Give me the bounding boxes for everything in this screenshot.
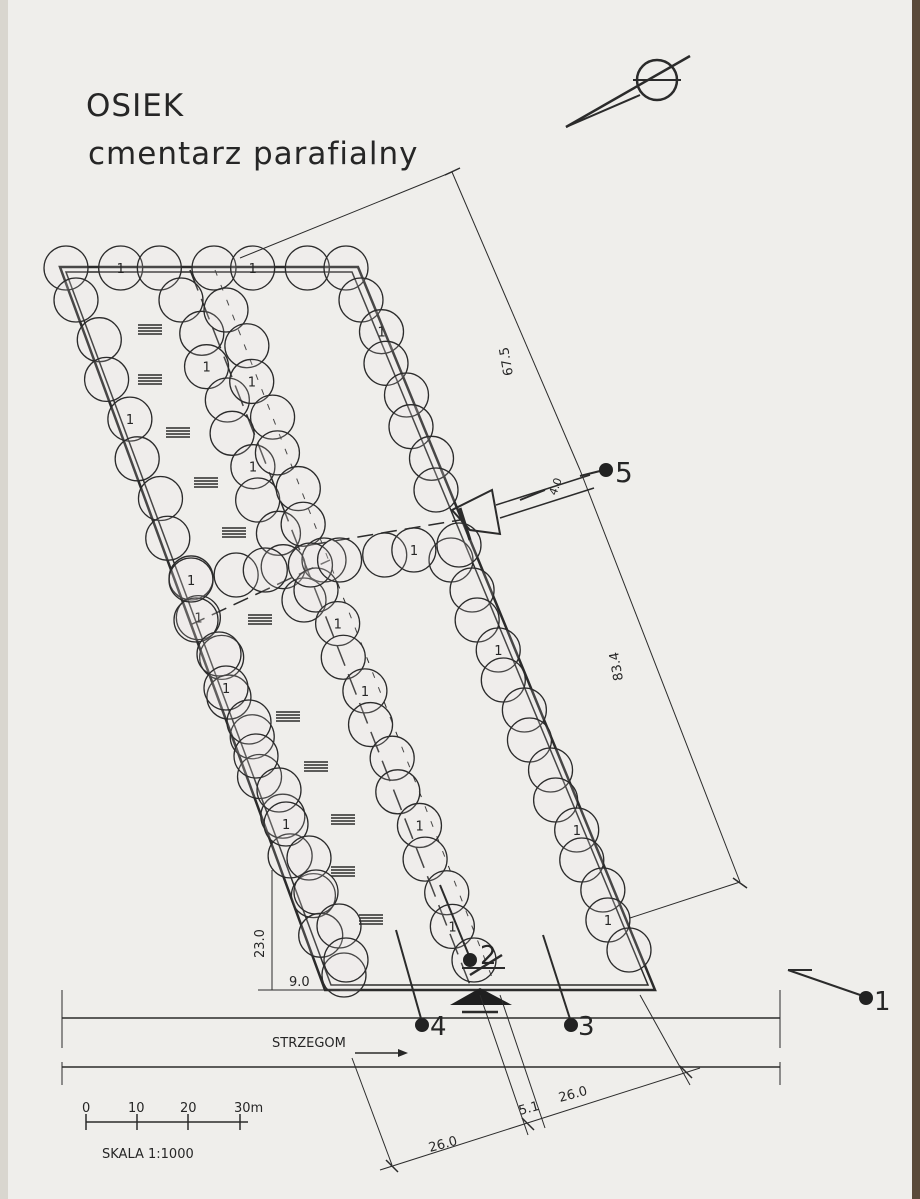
tree-symbol bbox=[285, 246, 329, 290]
scale-tick-20: 20 bbox=[180, 1101, 197, 1116]
viewpoint-4-label: 4 bbox=[430, 1012, 447, 1042]
scale-tick-0: 0 bbox=[82, 1101, 91, 1116]
tree-number: 1 bbox=[125, 413, 135, 429]
tree-number: 1 bbox=[116, 262, 125, 277]
tree-number: 1 bbox=[360, 684, 370, 700]
tree-number: 1 bbox=[448, 920, 457, 936]
tree-number: 1 bbox=[248, 262, 257, 277]
paper-edge-shadow bbox=[912, 0, 920, 1199]
map-title: OSIEK bbox=[86, 88, 185, 124]
tree-symbol bbox=[54, 278, 98, 322]
viewpoint-5-label: 5 bbox=[615, 456, 633, 489]
tree-symbol bbox=[146, 516, 190, 560]
paper-left-edge bbox=[0, 0, 8, 1199]
tree-number: 1 bbox=[187, 574, 196, 589]
tree-number: 1 bbox=[222, 682, 231, 697]
tree-number: 1 bbox=[248, 460, 258, 476]
tree-number: 1 bbox=[603, 914, 613, 929]
tree-symbol bbox=[607, 928, 651, 972]
tree-number: 1 bbox=[333, 617, 342, 633]
tree-symbol bbox=[138, 477, 182, 521]
scale-tick-30: 30m bbox=[234, 1101, 264, 1116]
tree-symbol bbox=[85, 357, 129, 401]
tree-number: 1 bbox=[247, 375, 256, 391]
viewpoint-1-label: 1 bbox=[874, 987, 891, 1017]
scale-tick-10: 10 bbox=[128, 1101, 145, 1116]
bottom-right-label: 26.0 bbox=[557, 1083, 590, 1106]
tree-number: 1 bbox=[572, 824, 581, 839]
viewpoint-2-label: 2 bbox=[480, 941, 497, 971]
corner-offset-label: 9.0 bbox=[289, 975, 310, 990]
bottom-left-label: 26.0 bbox=[427, 1133, 460, 1156]
tree-number: 1 bbox=[194, 611, 203, 627]
bottom-mid-label: 5.1 bbox=[517, 1099, 542, 1119]
tree-symbol bbox=[324, 938, 368, 982]
tree-symbol bbox=[414, 468, 458, 512]
road-label: STRZEGOM bbox=[272, 1036, 346, 1051]
tree-number: 1 bbox=[282, 818, 291, 833]
upper-length-label: 67.5 bbox=[497, 345, 517, 377]
scale-label: SKALA 1:1000 bbox=[102, 1147, 194, 1162]
tree-symbol bbox=[77, 318, 121, 362]
tree-number: 1 bbox=[409, 544, 419, 559]
side-width-label: 23.0 bbox=[253, 929, 268, 958]
viewpoint-3-label: 3 bbox=[578, 1012, 595, 1042]
map-subtitle: cmentarz parafialny bbox=[88, 136, 419, 172]
tree-number: 1 bbox=[377, 325, 386, 341]
tree-number: 1 bbox=[202, 360, 211, 376]
tree-symbol bbox=[243, 548, 287, 592]
gate-depth-label: 4.0 bbox=[546, 476, 565, 498]
lower-length-label: 83.4 bbox=[607, 650, 627, 682]
tree-symbol bbox=[115, 437, 159, 481]
tree-number: 1 bbox=[494, 644, 503, 659]
tree-symbol bbox=[192, 246, 236, 290]
tree-symbol bbox=[318, 538, 362, 582]
tree-number: 1 bbox=[415, 819, 424, 835]
